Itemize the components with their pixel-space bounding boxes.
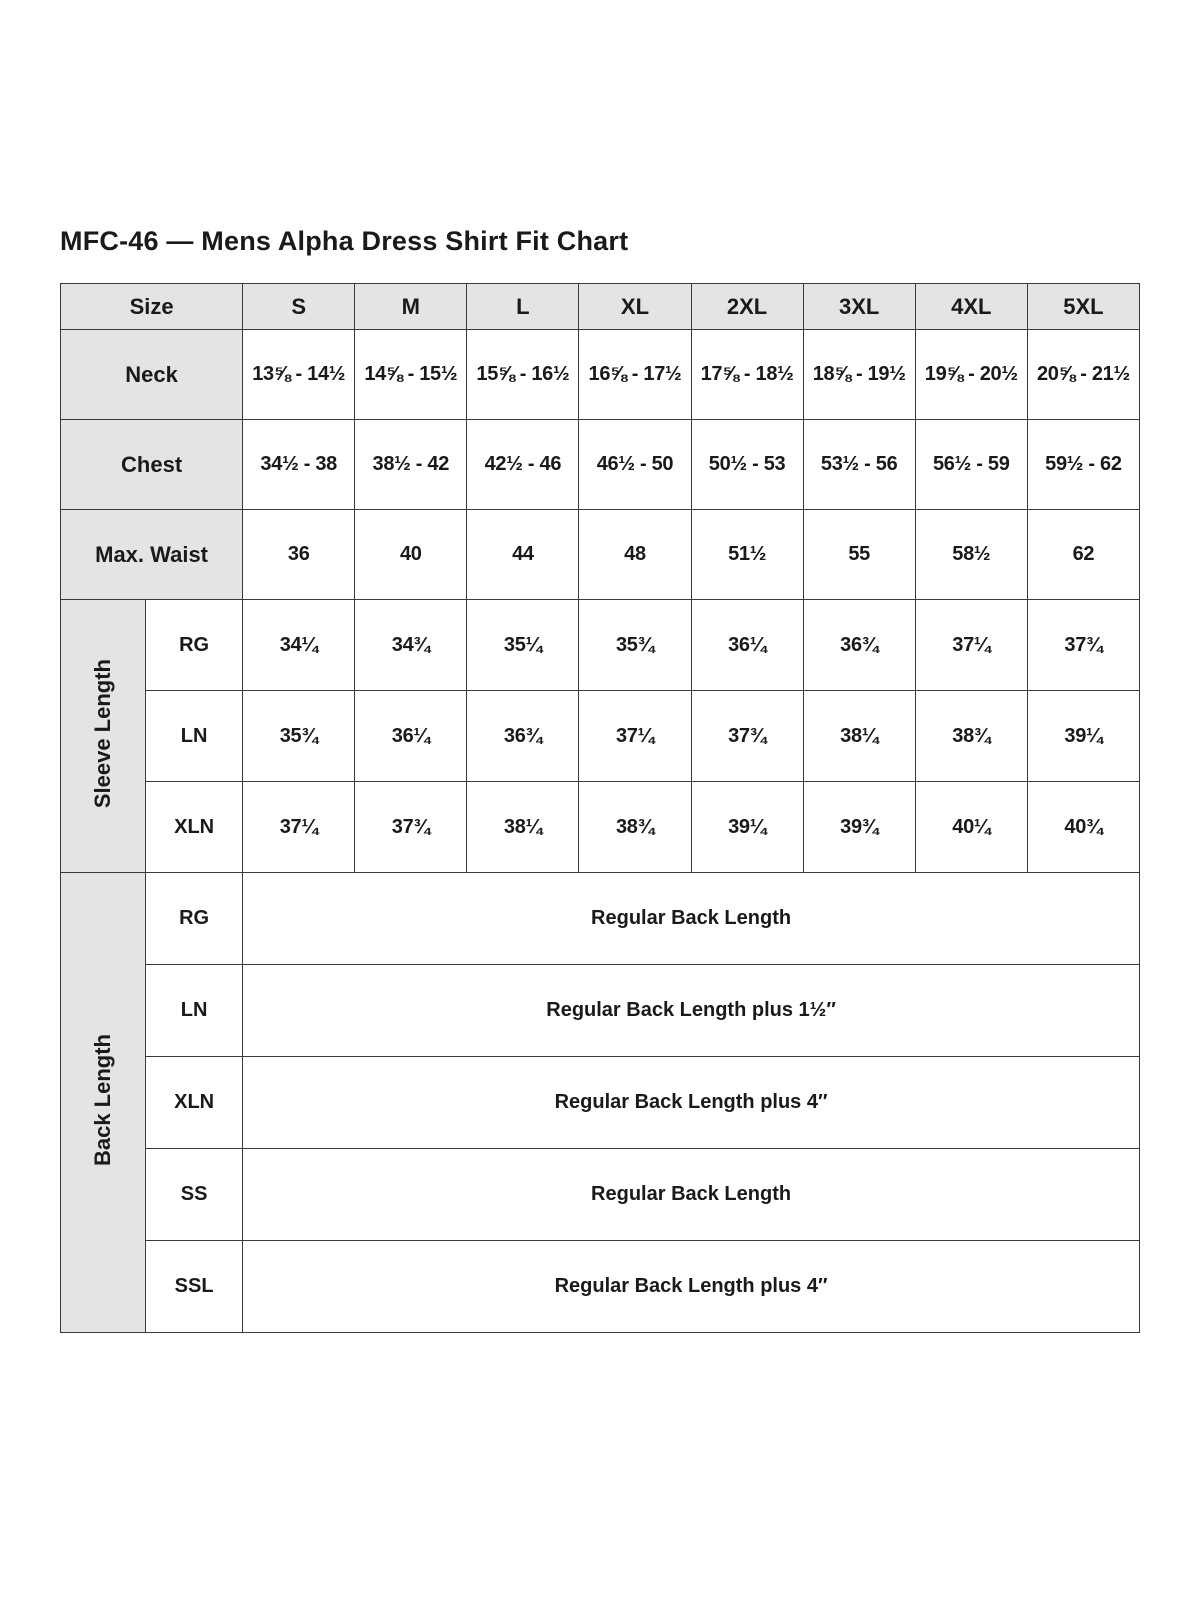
back-ss-label: SS (146, 1149, 243, 1241)
neck-cell: 20⅝ - 21½ (1027, 330, 1139, 420)
sleeve-rg-cell: 36¼ (691, 600, 803, 691)
back-xln-row (61, 1057, 1140, 1149)
back-xln-value: Regular Back Length plus 4″ (243, 1057, 1140, 1149)
sleeve-xln-cell: 38¾ (579, 782, 691, 873)
chest-cell: 56½ - 59 (915, 420, 1027, 510)
max-waist-cell: 51½ (691, 510, 803, 600)
sleeve-xln-cell: 37¼ (243, 782, 355, 873)
back-xln-label: XLN (146, 1057, 243, 1149)
chest-cell: 50½ - 53 (691, 420, 803, 510)
sleeve-ln-cell: 39¼ (1027, 691, 1139, 782)
neck-cell: 18⅝ - 19½ (803, 330, 915, 420)
chest-row (61, 420, 1140, 510)
sleeve-xln-cell: 38¼ (467, 782, 579, 873)
back-ssl-label: SSL (146, 1241, 243, 1333)
neck-row (61, 330, 1140, 420)
size-column-header-5xl: 5XL (1027, 284, 1139, 330)
back-rg-label: RG (146, 873, 243, 965)
max-waist-row-label: Max. Waist (61, 510, 243, 600)
chest-cell: 53½ - 56 (803, 420, 915, 510)
page-title: MFC-46 — Mens Alpha Dress Shirt Fit Chart (60, 226, 629, 256)
sleeve-rg-cell: 34¾ (355, 600, 467, 691)
sleeve-rg-cell: 35¼ (467, 600, 579, 691)
sleeve-xln-cell: 37¾ (355, 782, 467, 873)
max-waist-row (61, 510, 1140, 600)
sleeve-length-label-text: Sleeve Length (90, 658, 116, 809)
sleeve-ln-cell: 37¾ (691, 691, 803, 782)
chest-cell: 42½ - 46 (467, 420, 579, 510)
sleeve-rg-cell: 36¾ (803, 600, 915, 691)
chest-cell: 34½ - 38 (243, 420, 355, 510)
size-column-header-m: M (355, 284, 467, 330)
sleeve-rg-cell: 37¾ (1027, 600, 1139, 691)
max-waist-cell: 44 (467, 510, 579, 600)
chest-cell: 38½ - 42 (355, 420, 467, 510)
max-waist-cell: 36 (243, 510, 355, 600)
sleeve-length-group-label (61, 600, 146, 873)
back-length-group-label (61, 873, 146, 1333)
sleeve-ln-cell: 38¾ (915, 691, 1027, 782)
neck-cell: 14⅝ - 15½ (355, 330, 467, 420)
max-waist-cell: 40 (355, 510, 467, 600)
size-column-header-xl: XL (579, 284, 691, 330)
max-waist-cell: 62 (1027, 510, 1139, 600)
max-waist-cell: 58½ (915, 510, 1027, 600)
chest-cell: 46½ - 50 (579, 420, 691, 510)
back-ln-label: LN (146, 965, 243, 1057)
sleeve-xln-cell: 39¾ (803, 782, 915, 873)
sleeve-xln-cell: 39¼ (691, 782, 803, 873)
size-column-header-2xl: 2XL (691, 284, 803, 330)
neck-cell: 17⅝ - 18½ (691, 330, 803, 420)
neck-cell: 16⅝ - 17½ (579, 330, 691, 420)
sleeve-ln-cell: 37¼ (579, 691, 691, 782)
back-ssl-value: Regular Back Length plus 4″ (243, 1241, 1140, 1333)
sleeve-ln-cell: 36¾ (467, 691, 579, 782)
back-ssl-row (61, 1241, 1140, 1333)
back-ss-row (61, 1149, 1140, 1241)
neck-cell: 15⅝ - 16½ (467, 330, 579, 420)
max-waist-cell: 48 (579, 510, 691, 600)
back-ln-value: Regular Back Length plus 1½″ (243, 965, 1140, 1057)
sleeve-rg-cell: 35¾ (579, 600, 691, 691)
sleeve-xln-row (61, 782, 1140, 873)
sleeve-ln-label: LN (146, 691, 243, 782)
sleeve-rg-row (61, 600, 1140, 691)
neck-row-label: Neck (61, 330, 243, 420)
sleeve-ln-row (61, 691, 1140, 782)
back-rg-value: Regular Back Length (243, 873, 1140, 965)
max-waist-cell: 55 (803, 510, 915, 600)
sleeve-xln-label: XLN (146, 782, 243, 873)
sleeve-rg-label: RG (146, 600, 243, 691)
size-column-header-l: L (467, 284, 579, 330)
sleeve-xln-cell: 40¼ (915, 782, 1027, 873)
sleeve-ln-cell: 35¾ (243, 691, 355, 782)
back-length-label-text: Back Length (90, 1033, 116, 1167)
size-column-header-s: S (243, 284, 355, 330)
sleeve-xln-cell: 40¾ (1027, 782, 1139, 873)
chest-cell: 59½ - 62 (1027, 420, 1139, 510)
neck-cell: 19⅝ - 20½ (915, 330, 1027, 420)
chest-row-label: Chest (61, 420, 243, 510)
header-row (61, 284, 1140, 330)
size-column-header-4xl: 4XL (915, 284, 1027, 330)
size-header-cell: Size (61, 284, 243, 330)
fit-chart-table (60, 283, 1140, 1333)
neck-cell: 13⅝ - 14½ (243, 330, 355, 420)
sleeve-ln-cell: 38¼ (803, 691, 915, 782)
sleeve-rg-cell: 34¼ (243, 600, 355, 691)
sleeve-rg-cell: 37¼ (915, 600, 1027, 691)
size-column-header-3xl: 3XL (803, 284, 915, 330)
back-rg-row (61, 873, 1140, 965)
back-ln-row (61, 965, 1140, 1057)
sleeve-ln-cell: 36¼ (355, 691, 467, 782)
back-ss-value: Regular Back Length (243, 1149, 1140, 1241)
